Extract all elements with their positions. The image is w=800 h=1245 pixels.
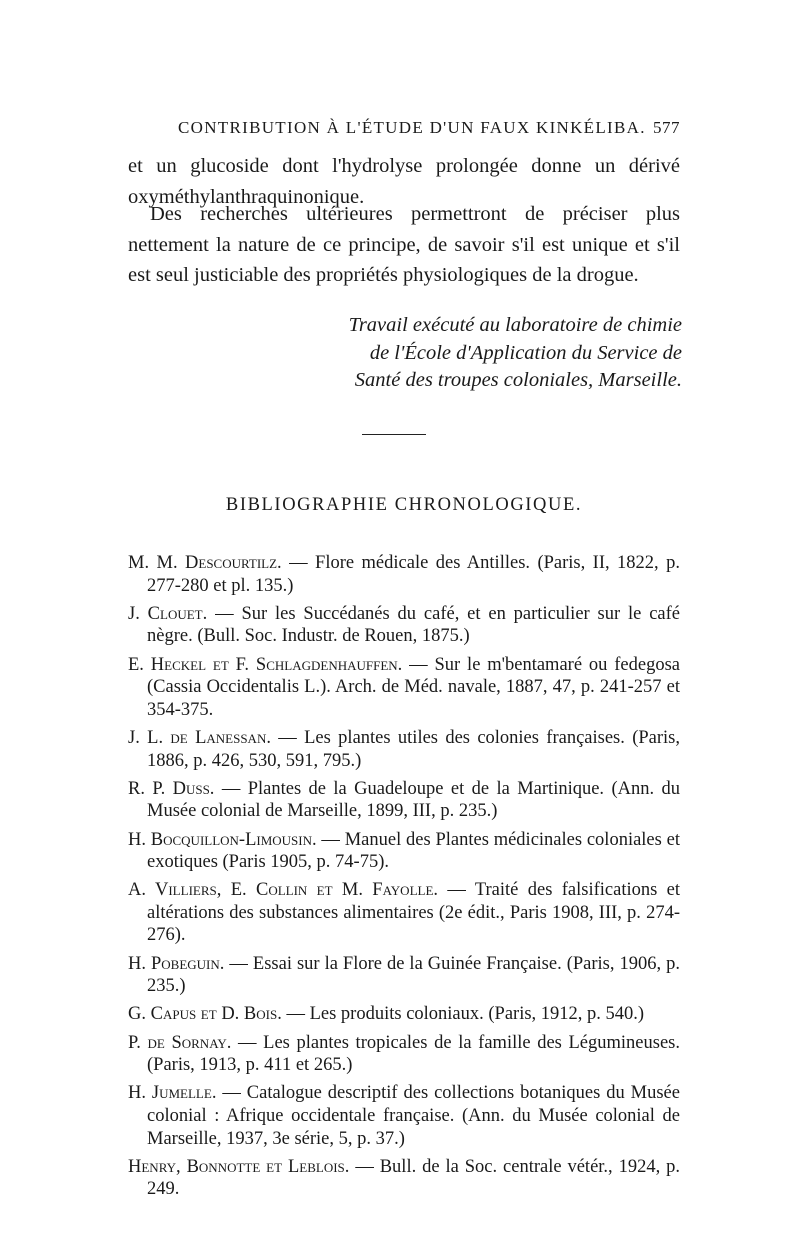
bibliography-entry [128, 654, 680, 722]
bibliography-entry [128, 879, 680, 947]
laboratory-credit [300, 312, 682, 395]
bibliography-reference: — Flore médicale des Antilles. (Paris, II, 1822, p. 277-280 et pl. 135.) [147, 553, 680, 596]
bibliography-reference: — Sur les Succédanés du café, et en particulier sur le café nègre. (Bull. Soc. Industr. de Rouen, 1875.) [147, 603, 681, 647]
bibliography-reference: — Les produits coloniaux. (Paris, 1912, p. 540.) [281, 1004, 645, 1025]
bibliography-author: Henry, Bonnotte et Leblois. [128, 1156, 350, 1177]
bibliography-reference: — Sur le m'bentamaré ou fedegosa (Cassia Occidentalis L.). Arch. de Méd. navale, 1887, 47, p. 241-257 et 354-375. [147, 654, 680, 720]
bibliography-title: BIBLIOGRAPHIE CHRONOLOGIQUE. [225, 495, 583, 515]
bibliography-reference: — Plantes de la Guadeloupe et de la Martinique. (Ann. du Musée colonial de Marseille, 1899, III, p. 235.) [147, 778, 680, 822]
bibliography-reference: — Manuel des Plantes médicinales coloniales et exotiques (Paris 1905, p. 74-75). [147, 829, 680, 873]
bibliography-reference: — Bull. de la Soc. centrale vétér., 1924, p. 249. [147, 1156, 680, 1200]
bibliography-entry [128, 1032, 680, 1077]
section-divider [362, 434, 426, 435]
bibliography-reference: — Catalogue descriptif des collections botaniques du Musée colonial : Afrique occidentale française. (Ann. du Musée colonial de Marseille, 1937, 3e série, 5, p. 37.) [147, 1083, 680, 1149]
body-paragraph-1: et un glucoside dont l'hydrolyse prolongée donne un dérivé oxyméthylanthraquinonique. [128, 155, 680, 208]
running-head-title: CONTRIBUTION À L'ÉTUDE D'UN FAUX KINKÉLIBA. [178, 118, 646, 137]
bibliography-reference: — Traité des falsifications et altérations des substances alimentaires (2e édit., Paris 1908, III, p. 274-276). [147, 880, 680, 946]
bibliography-reference: — Les plantes tropicales de la famille des Légumineuses. (Paris, 1913, p. 411 et 265.) [147, 1032, 680, 1076]
credit-line-3: Santé des troupes coloniales, Marseille. [354, 369, 682, 391]
bibliography-author: A. Villiers, E. Collin et M. Fayolle. [128, 880, 439, 901]
bibliography-entry [128, 727, 680, 772]
bibliography-author: R. P. Duss. [128, 778, 215, 799]
bibliography-author: H. Bocquillon-Limousin. [128, 829, 317, 850]
bibliography-entry [128, 953, 680, 998]
bibliography-list [128, 552, 680, 1207]
bibliography-author: J. Clouet. [128, 603, 208, 624]
bibliography-author: G. Capus et D. Bois. [128, 1004, 282, 1025]
bibliography-entry [128, 829, 680, 874]
bibliography-author: H. Pobeguin. [128, 953, 225, 974]
credit-line-1: Travail exécuté au laboratoire de chimie [348, 314, 682, 336]
bibliography-author: H. Jumelle. [128, 1083, 217, 1104]
bibliography-author: P. de Sornay. [128, 1032, 232, 1053]
page-number: 577 [653, 118, 680, 137]
bibliography-entry [128, 778, 680, 823]
bibliography-entry [128, 552, 680, 597]
bibliography-reference: — Essai sur la Flore de la Guinée Française. (Paris, 1906, p. 235.) [147, 953, 680, 997]
bibliography-author: J. L. de Lanessan. [128, 727, 271, 748]
body-paragraph-2: Des recherches ultérieures permettront de préciser plus nettement la nature de ce principe, de savoir s'il est unique et s'il est seul justiciable des propriétés physiologiques de la drogue. [128, 203, 680, 286]
bibliography-reference: — Les plantes utiles des colonies françaises. (Paris, 1886, p. 426, 530, 591, 795.) [147, 727, 680, 771]
credit-line-2: de l'École d'Application du Service de [369, 341, 682, 364]
bibliography-entry [128, 1156, 680, 1201]
bibliography-author: M. M. Descourtilz. [128, 553, 282, 573]
body-paragraph-2-block [128, 199, 680, 291]
bibliography-author: E. Heckel et F. Schlagdenhauffen. [128, 654, 403, 675]
bibliography-entry [128, 1082, 680, 1150]
bibliography-entry [128, 603, 680, 648]
bibliography-entry [128, 1003, 680, 1026]
